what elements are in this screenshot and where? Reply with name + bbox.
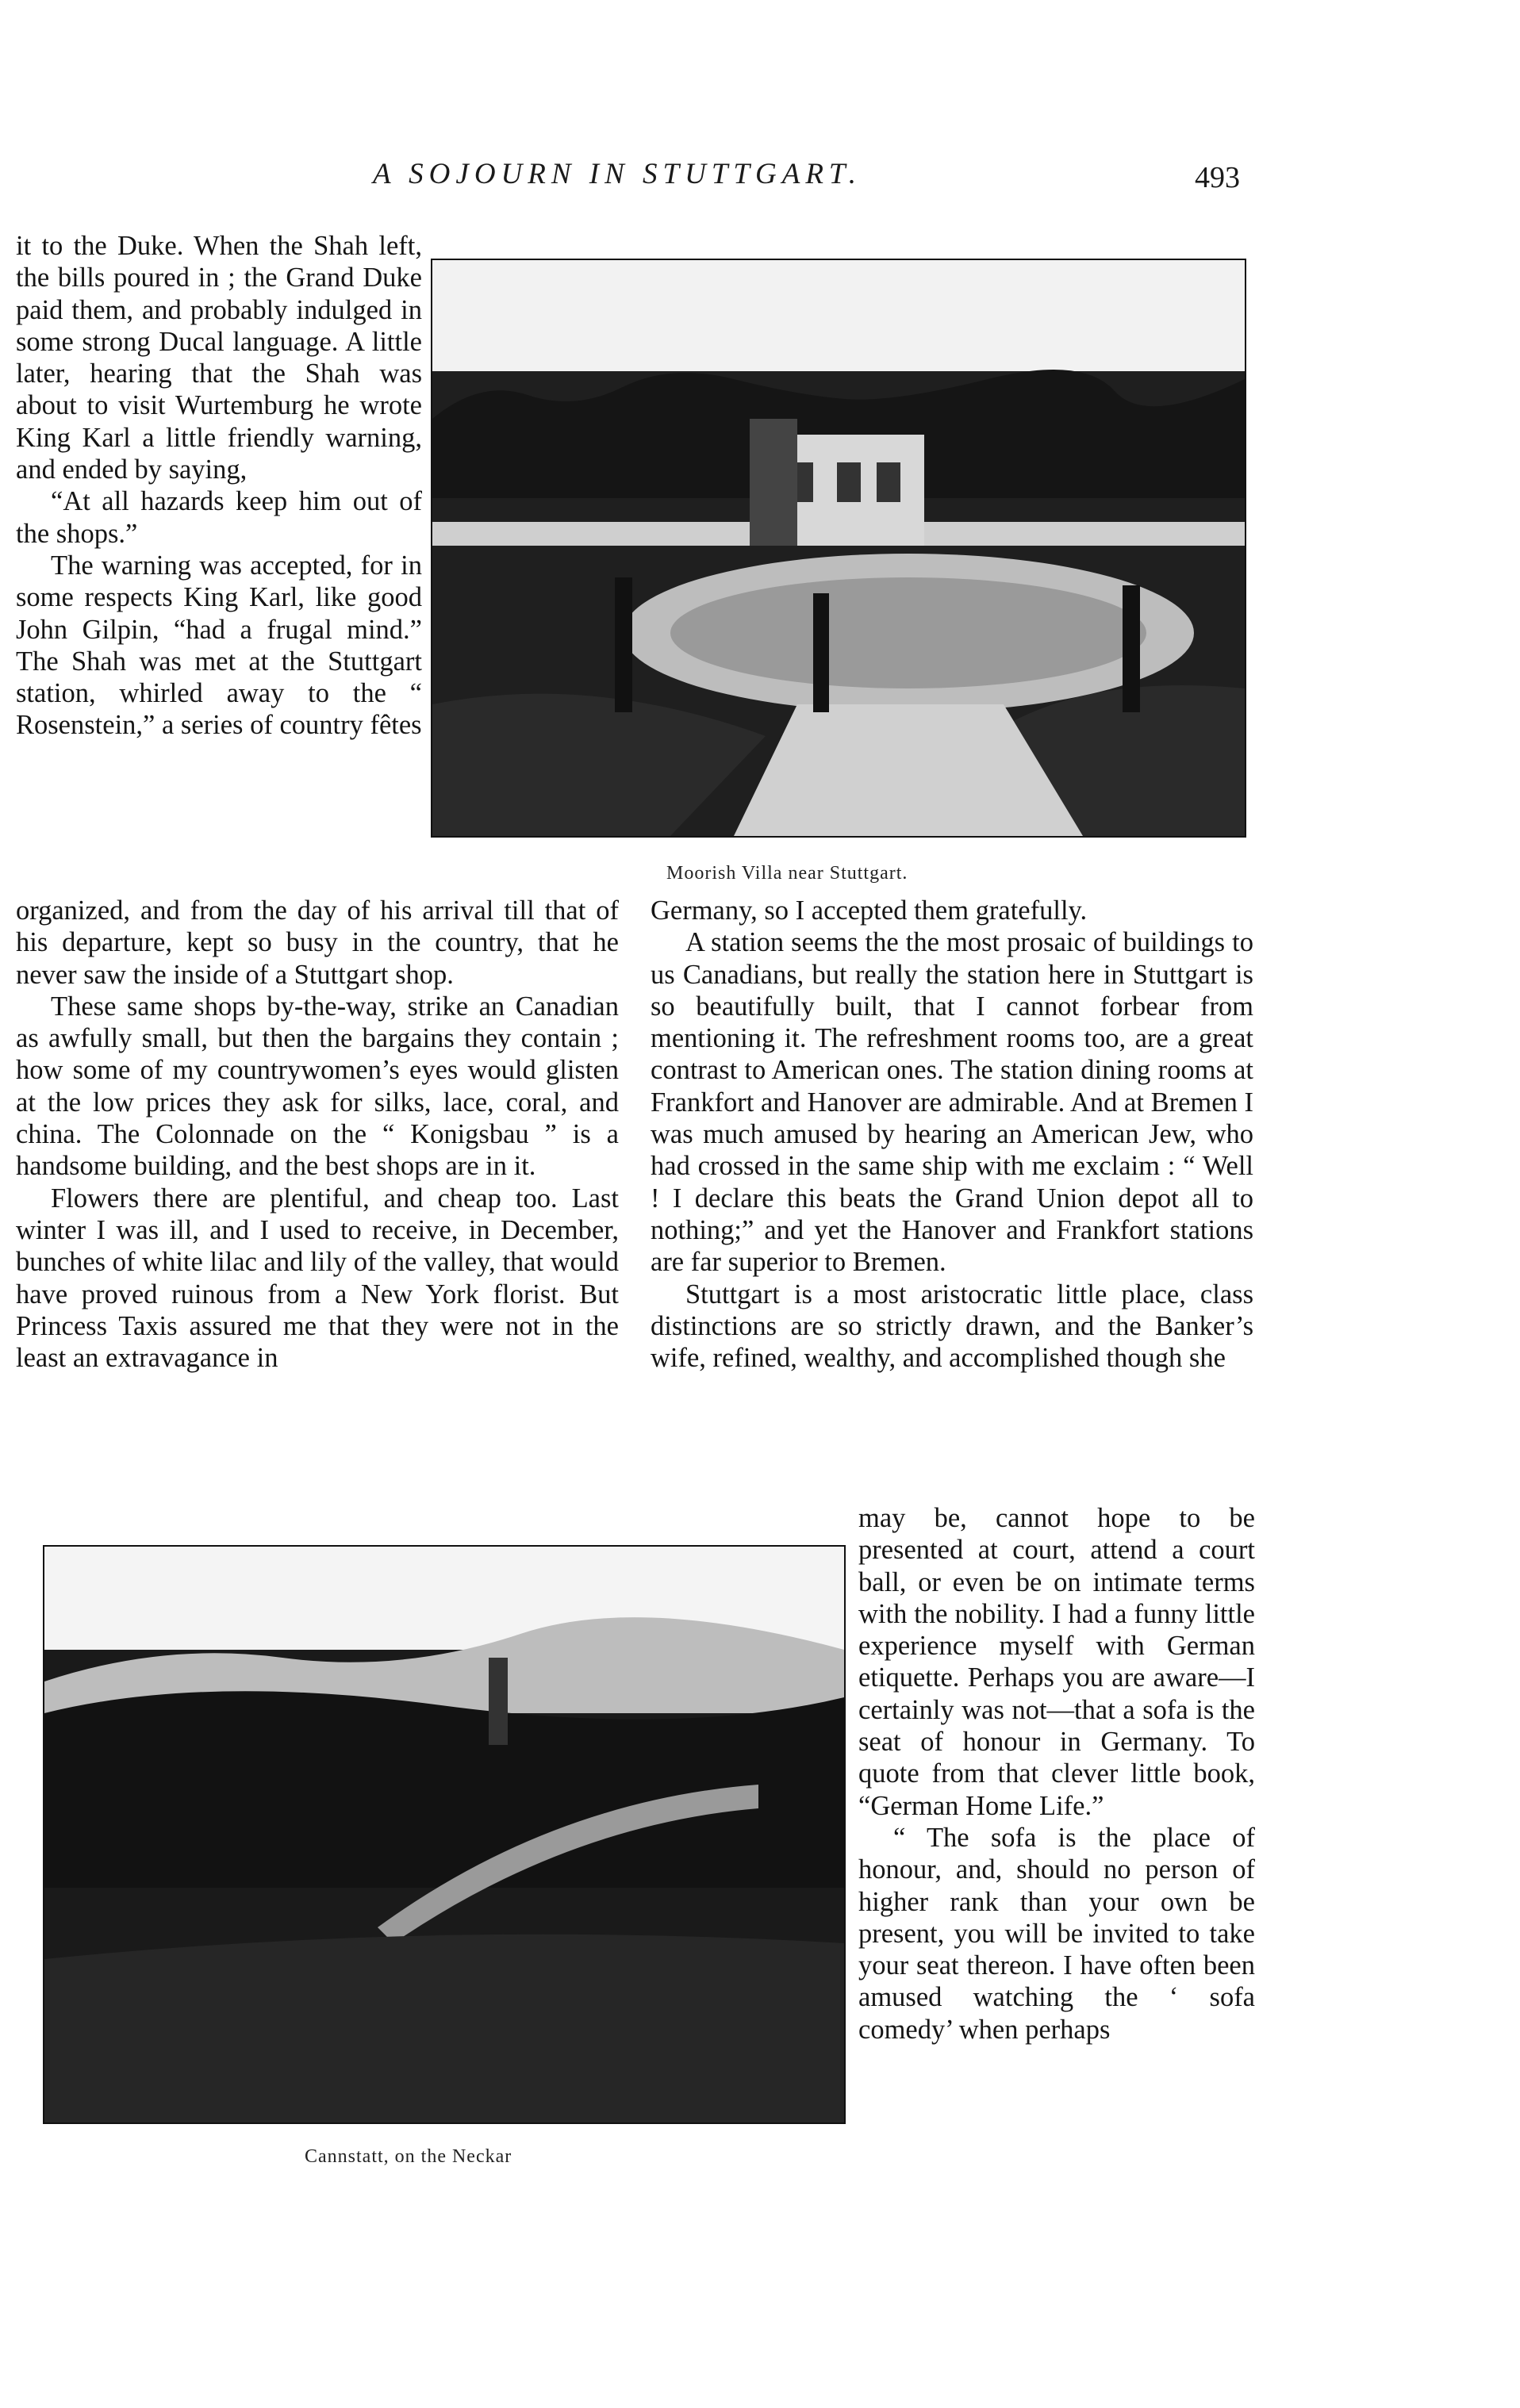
cannstatt-caption: Cannstatt, on the Neckar [305,2146,512,2167]
paragraph: Flowers there are plentiful, and cheap too. Last winter I was ill, and I used to receive, in December, bunches of white lilac and lily of the valley, that would have proved ruinous from a New York florist. But Princess Taxis assured me that they were not in the least an extravagance in [16,1183,619,1374]
paragraph: organized, and from the day of his arrival till that of his departure, kept so busy in the country, that he never saw the inside of a Stuttgart shop. [16,895,619,990]
paragraph: “ The sofa is the place of honour, and, should no person of higher rank than your own be present, you will be invited to take your seat thereon. I have often been amused watching the ‘ sofa comedy’ when perhaps [858,1822,1255,2045]
paragraph: Germany, so I accepted them gratefully. [651,895,1088,926]
paragraph: “At all hazards keep him out of the shops.” [16,486,422,549]
paragraph: Stuttgart is a most aristocratic little place, class distinctions are so strictly drawn, and the Banker’s wife, refined, wealthy, and accomplished though she [651,1279,1253,1374]
moorish-villa-photo [431,259,1246,838]
paragraph: The warning was accepted, for in some respects King Karl, like good John Gilpin, “had a frugal mind.” The Shah was met at the Stuttgart station, whirled away to the “ Rosenstein,” a series of country fêtes [16,550,422,741]
cannstatt-photo [43,1545,846,2124]
villa-illustration [432,260,1245,836]
right-column-bottom [858,1502,1255,2046]
villa-caption: Moorish Villa near Stuttgart. [666,863,908,884]
paragraph: A station seems the the most prosaic of buildings to us Canadians, but really the station here in Stuttgart is so beautifully built, that I cannot forbear from mentioning it. The refreshment rooms too, are a great contrast to American ones. The station dining rooms at Frankfort and Hanover are admirable. And at Bremen I was much amused by hearing an American Jew, who had crossed in the same ship with me exclaim : “ Well ! I declare this beats the Grand Union depot all to nothing;” and yet the Hanover and Frankfort stations are far superior to Bremen. [651,927,1253,1278]
paragraph: it to the Duke. When the Shah left, the bills poured in ; the Grand Duke paid them, and probably indulged in some strong Ducal language. A little later, hearing that the Shah was about to visit Wurtemburg he wrote King Karl a little friendly warning, and ended by saying, [16,231,422,485]
left-column-bottom [16,895,619,1374]
paragraph: may be, cannot hope to be presented at court, attend a court ball, or even be on intimate terms with the nobility. I had a funny little experience myself with German etiquette. Perhaps you are aware—I certainly was not—that a sofa is the seat of honour in Germany. To quote from that clever little book, “German Home Life.” [858,1503,1255,1821]
cannstatt-illustration [44,1547,844,2122]
left-column-top [16,230,422,742]
running-title: A SOJOURN IN STUTTGART. [373,158,862,190]
paragraph: These same shops by-the-way, strike an Canadian as awfully small, but then the bargains they contain ; how some of my countrywomen’s eyes would glisten at the low prices they ask for silks, lace, coral, and china. The Colonnade on the “ Konigsbau ” is a handsome building, and the best shops are in it. [16,991,619,1182]
page-number: 493 [1195,161,1240,194]
right-column-top [651,895,1253,1374]
